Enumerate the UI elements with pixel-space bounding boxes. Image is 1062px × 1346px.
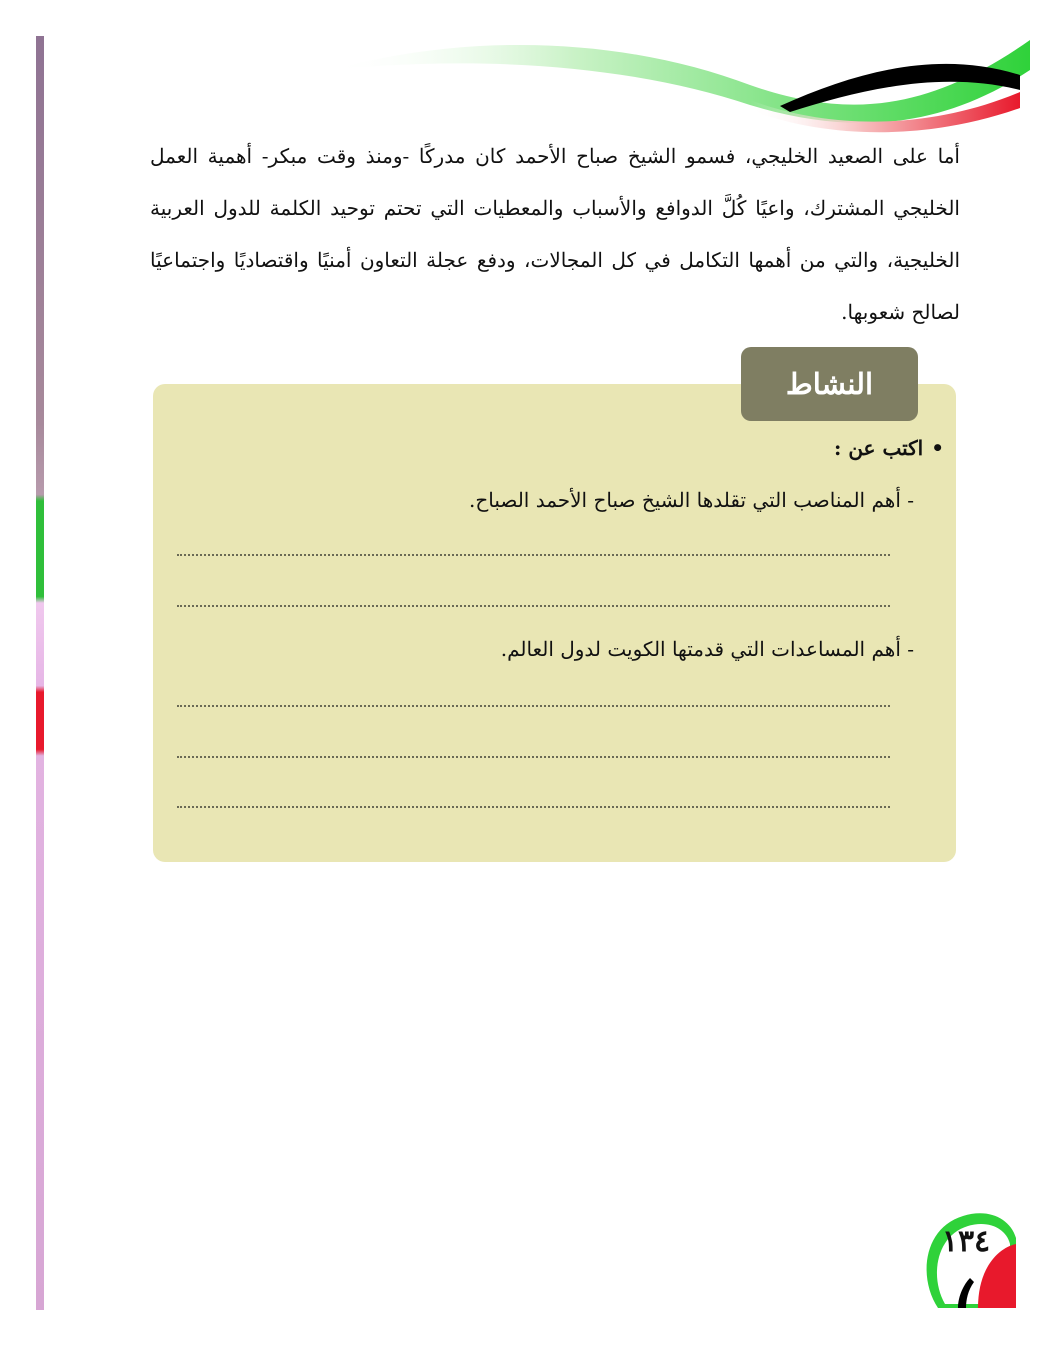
intro-paragraph: أما على الصعيد الخليجي، فسمو الشيخ صباح الأحمد كان مدركًا -ومنذ وقت مبكر- أهمية العمل الخليجي المشترك، واعيًا كُلَّ الدوافع والأسباب والمعطيات التي تحتم توحيد الكلمة للدول العربية الخليجية، والتي من أهمها التكامل في كل المجالات، ودفع عجلة التعاون أمنيًا واقتصاديًا واجتماعيًا لصالح شعوبها.: [150, 144, 960, 324]
page-number: ١٣٤: [941, 1224, 991, 1259]
answer-line[interactable]: [177, 806, 890, 808]
question-2: - أهم المساعدات التي قدمتها الكويت لدول العالم.: [500, 637, 914, 661]
answer-line[interactable]: [177, 756, 890, 758]
activity-title: النشاط: [741, 347, 918, 421]
question-1: - أهم المناصب التي تقلدها الشيخ صباح الأحمد الصباح.: [468, 488, 914, 512]
answer-line[interactable]: [177, 605, 890, 607]
answer-line[interactable]: [177, 554, 890, 556]
bullet-icon: •: [931, 436, 944, 460]
side-decoration-bar: [36, 36, 44, 1310]
answer-line[interactable]: [177, 705, 890, 707]
flag-wave-decoration: [330, 30, 1030, 140]
activity-instruction: [834, 436, 944, 460]
instruction-text: اكتب عن :: [833, 436, 924, 460]
